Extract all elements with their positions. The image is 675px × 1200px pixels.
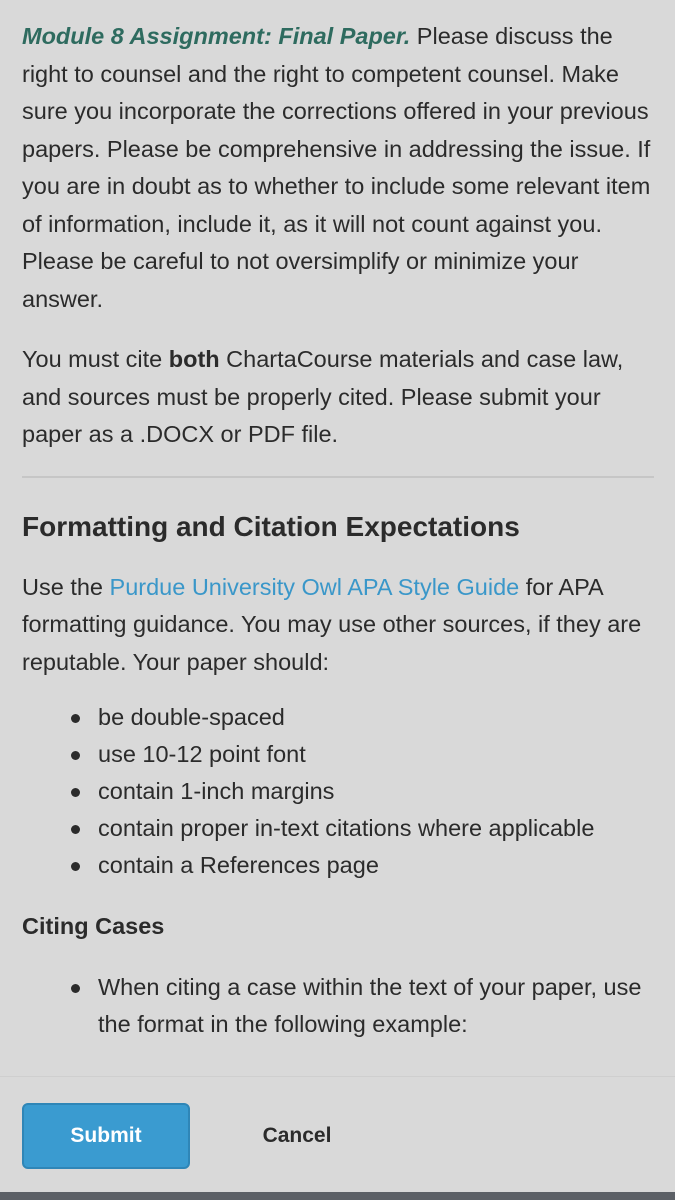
formatting-heading: Formatting and Citation Expectations [22, 510, 520, 542]
submit-button[interactable]: Submit [22, 1103, 190, 1169]
purdue-owl-link[interactable]: Purdue University Owl APA Style Guide [109, 573, 520, 600]
section-divider [22, 476, 654, 478]
action-bar [0, 1076, 675, 1193]
citation-text-before: You must cite [22, 346, 169, 372]
assignment-intro-text: Please discuss the right to counsel and the right to competent counsel. Make sure you incorporate the corrections offered in your previous papers. Please be comprehensive in addressing the issue. If you are in doubt as to whether to include some relevant item of information, include it, as it will not count against you. Please be careful to not oversimplify or minimize your answer. [22, 23, 651, 312]
citation-emphasis: both [168, 346, 220, 372]
formatting-guidance [22, 569, 654, 682]
formatting-text-before: Use the [22, 573, 110, 600]
home-indicator-strip [0, 1192, 675, 1200]
assignment-content [22, 18, 654, 1076]
assignment-title: Module 8 Assignment: Final Paper. [22, 23, 411, 49]
formatting-text-after: for APA formatting guidance. You may use other sources, if they are reputable. Your paper should: [22, 573, 642, 675]
citing-cases-heading: Citing Cases [22, 913, 165, 939]
list-item: use 10-12 point font [98, 736, 654, 773]
list-item: contain a References page [98, 847, 654, 884]
list-item: contain 1-inch margins [98, 773, 654, 810]
list-item: be double-spaced [98, 699, 654, 736]
list-item: When citing a case within the text of your paper, use the format in the following example: [98, 969, 654, 1043]
formatting-requirements-list [22, 699, 654, 884]
list-item: contain proper in-text citations where applicable [98, 810, 654, 847]
citation-requirement [22, 341, 654, 454]
cancel-button[interactable]: Cancel [262, 1124, 332, 1147]
citation-text-after: ChartaCourse materials and case law, and sources must be properly cited. Please submit your paper as a .DOCX or PDF file. [22, 346, 624, 447]
assignment-intro [22, 18, 654, 318]
citing-cases-list [22, 969, 654, 1043]
